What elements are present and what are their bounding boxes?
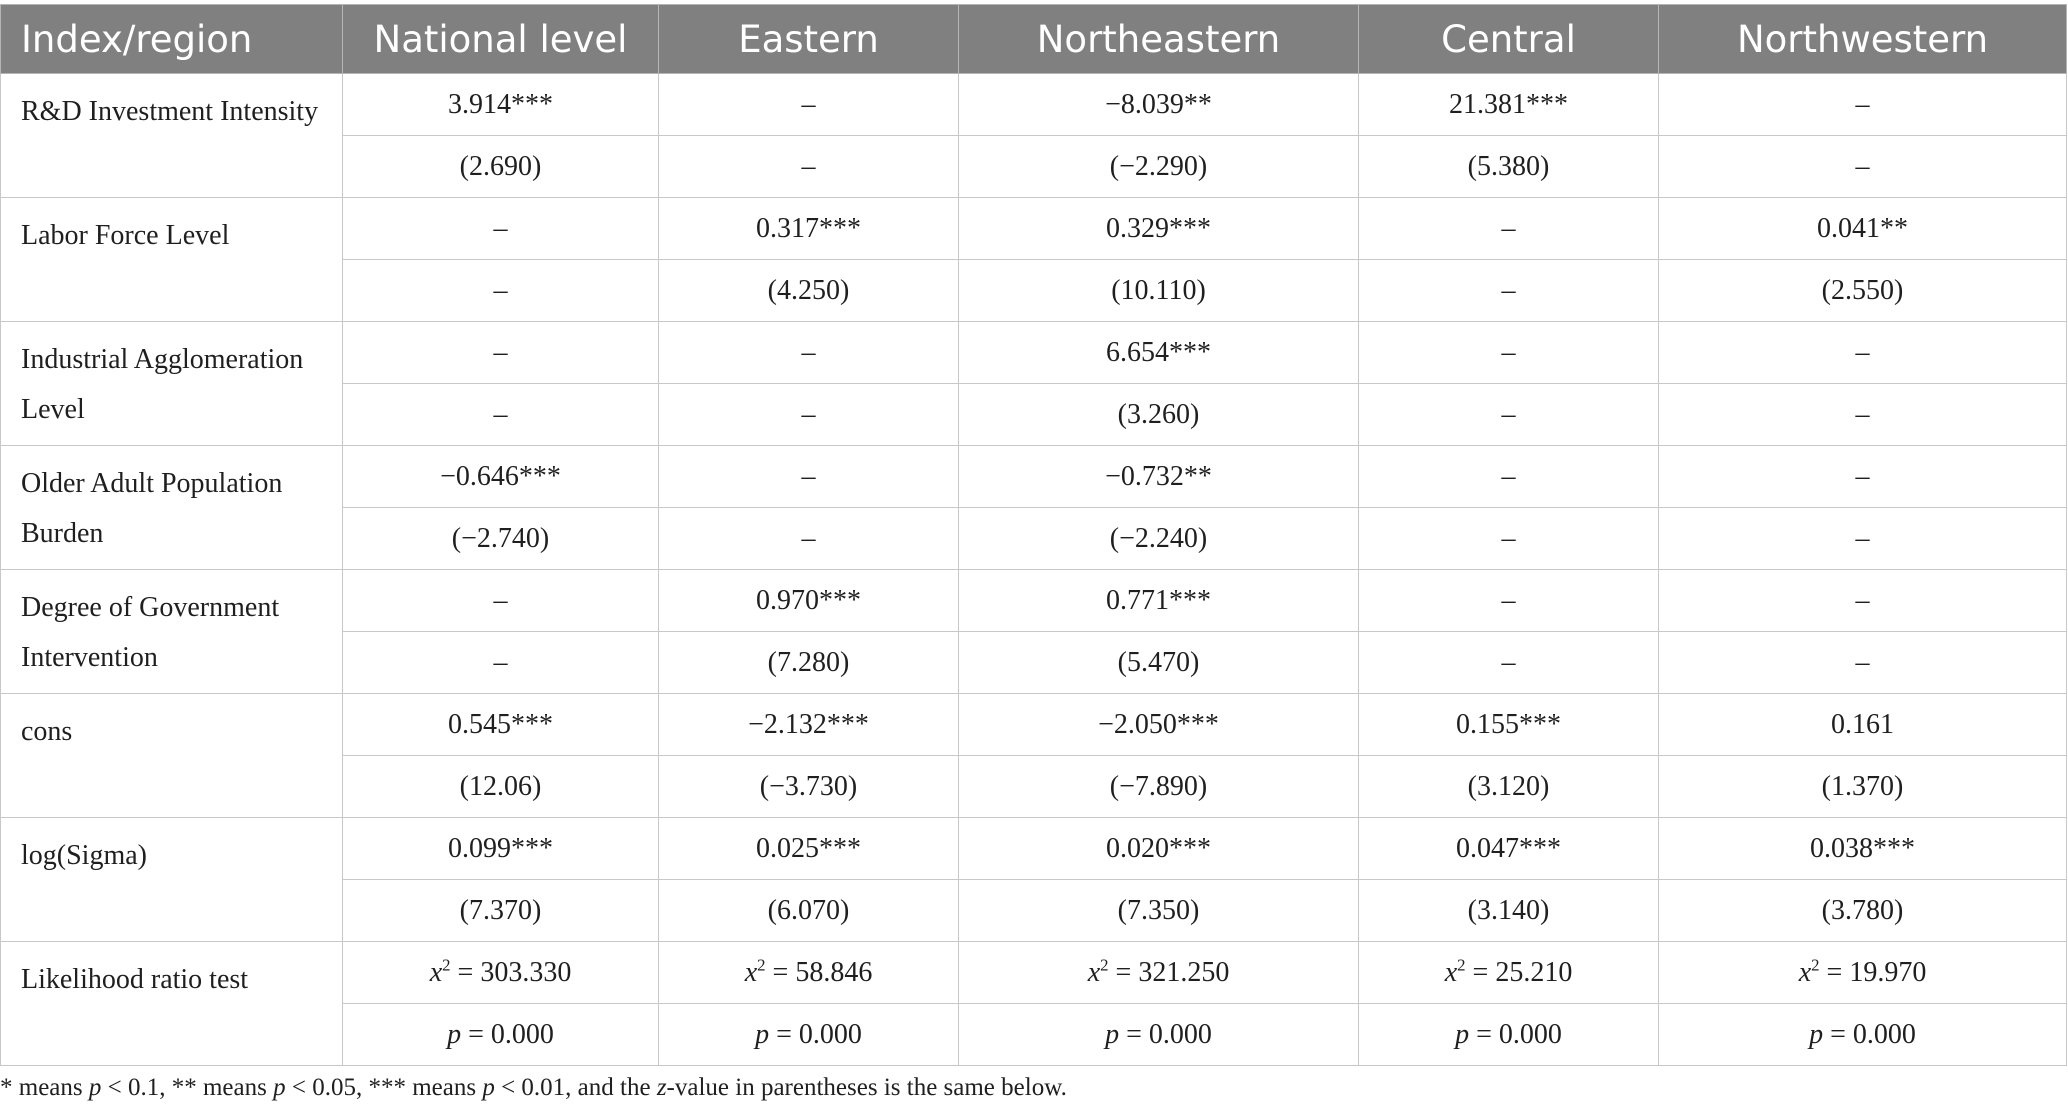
footnote-p-symbol: p: [273, 1074, 286, 1101]
row-label: Likelihood ratio test: [1, 942, 343, 1066]
coef-cell: –: [1359, 322, 1659, 384]
regression-results-table: [0, 4, 2067, 1066]
chi2-cell: [1659, 942, 2067, 1004]
chi2-value: 19.970: [1849, 956, 1927, 988]
coef-cell: –: [659, 322, 959, 384]
table-row-coef: [1, 74, 2067, 136]
header-index-region: Index/region: [1, 5, 343, 74]
row-label: Labor Force Level: [1, 198, 343, 322]
footnote-p-symbol: p: [482, 1074, 495, 1101]
chi2-value: 303.330: [480, 956, 572, 988]
coef-cell: 0.317***: [659, 198, 959, 260]
z-cell: –: [659, 384, 959, 446]
chi2-value: 321.250: [1138, 956, 1230, 988]
p-symbol: p: [1455, 1018, 1470, 1050]
coef-cell: −0.646***: [343, 446, 659, 508]
p-symbol: p: [755, 1018, 770, 1050]
header-northwestern: Northwestern: [1659, 5, 2067, 74]
equals-sign: =: [765, 956, 796, 988]
z-cell: (−2.740): [343, 508, 659, 570]
header-northeastern: Northeastern: [959, 5, 1359, 74]
coef-cell: 0.155***: [1359, 694, 1659, 756]
chi-superscript: 2: [1100, 955, 1109, 975]
footnote-text: -value in parentheses is the same below.: [666, 1074, 1067, 1101]
chi2-cell: [659, 942, 959, 1004]
z-cell: (−2.240): [959, 508, 1359, 570]
chi2-cell: [343, 942, 659, 1004]
table-row-coef: [1, 818, 2067, 880]
coef-cell: –: [1659, 446, 2067, 508]
coef-cell: –: [1359, 198, 1659, 260]
z-cell: –: [659, 136, 959, 198]
footnote-z-symbol: z: [656, 1074, 667, 1101]
chi2-cell: [1359, 942, 1659, 1004]
header-row: [1, 5, 2067, 74]
p-symbol: p: [447, 1018, 462, 1050]
z-cell: (−3.730): [659, 756, 959, 818]
table-row-coef: [1, 322, 2067, 384]
row-label: cons: [1, 694, 343, 818]
p-value: 0.000: [798, 1018, 862, 1050]
header-national-level: National level: [343, 5, 659, 74]
p-value: 0.000: [490, 1018, 554, 1050]
p-cell: [659, 1004, 959, 1066]
coef-cell: –: [343, 322, 659, 384]
p-symbol: p: [1809, 1018, 1824, 1050]
coef-cell: –: [659, 446, 959, 508]
equals-sign: =: [1119, 1018, 1149, 1050]
p-cell: [1659, 1004, 2067, 1066]
coef-cell: −8.039**: [959, 74, 1359, 136]
z-cell: (10.110): [959, 260, 1359, 322]
coef-cell: 0.038***: [1659, 818, 2067, 880]
z-cell: (3.140): [1359, 880, 1659, 942]
z-cell: (−7.890): [959, 756, 1359, 818]
z-cell: (7.280): [659, 632, 959, 694]
footnote-text: * means: [0, 1074, 89, 1101]
coef-cell: 0.020***: [959, 818, 1359, 880]
table-row-coef: [1, 198, 2067, 260]
table-header: [1, 5, 2067, 74]
footnote-text: < 0.05, *** means: [285, 1074, 483, 1101]
z-cell: –: [1359, 384, 1659, 446]
chi-superscript: 2: [757, 955, 766, 975]
coef-cell: 6.654***: [959, 322, 1359, 384]
z-cell: –: [343, 632, 659, 694]
row-label: log(Sigma): [1, 818, 343, 942]
coef-cell: 0.041**: [1659, 198, 2067, 260]
coef-cell: 0.161: [1659, 694, 2067, 756]
chi-symbol: x: [429, 956, 443, 988]
p-symbol: p: [1105, 1018, 1120, 1050]
p-value: 0.000: [1852, 1018, 1916, 1050]
coef-cell: –: [1659, 74, 2067, 136]
p-cell: [343, 1004, 659, 1066]
coef-cell: 0.047***: [1359, 818, 1659, 880]
z-cell: –: [1359, 260, 1659, 322]
equals-sign: =: [769, 1018, 799, 1050]
table-footnote: [0, 1074, 1067, 1102]
coef-cell: –: [659, 74, 959, 136]
chi-superscript: 2: [1457, 955, 1466, 975]
z-cell: –: [1659, 384, 2067, 446]
coef-cell: 0.099***: [343, 818, 659, 880]
coef-cell: 0.329***: [959, 198, 1359, 260]
footnote-text: < 0.1, ** means: [101, 1074, 274, 1101]
chi-superscript: 2: [442, 955, 451, 975]
equals-sign: =: [1108, 956, 1139, 988]
row-label: Degree of Government Intervention: [1, 570, 343, 694]
header-eastern: Eastern: [659, 5, 959, 74]
z-cell: (−2.290): [959, 136, 1359, 198]
z-cell: –: [1359, 508, 1659, 570]
row-label: Older Adult Population Burden: [1, 446, 343, 570]
z-cell: (7.350): [959, 880, 1359, 942]
z-cell: –: [1659, 508, 2067, 570]
coef-cell: 0.025***: [659, 818, 959, 880]
coef-cell: –: [1359, 446, 1659, 508]
coef-cell: –: [343, 570, 659, 632]
z-cell: (7.370): [343, 880, 659, 942]
header-central: Central: [1359, 5, 1659, 74]
equals-sign: =: [1469, 1018, 1499, 1050]
p-value: 0.000: [1498, 1018, 1562, 1050]
table-row-chi2: [1, 942, 2067, 1004]
coef-cell: –: [343, 198, 659, 260]
coef-cell: 0.970***: [659, 570, 959, 632]
z-cell: –: [343, 384, 659, 446]
p-value: 0.000: [1148, 1018, 1212, 1050]
z-cell: (4.250): [659, 260, 959, 322]
coef-cell: −2.132***: [659, 694, 959, 756]
z-cell: (12.06): [343, 756, 659, 818]
p-cell: [1359, 1004, 1659, 1066]
chi-symbol: x: [1444, 956, 1458, 988]
chi2-cell: [959, 942, 1359, 1004]
z-cell: –: [659, 508, 959, 570]
z-cell: (1.370): [1659, 756, 2067, 818]
z-cell: (3.260): [959, 384, 1359, 446]
coef-cell: –: [1659, 570, 2067, 632]
p-cell: [959, 1004, 1359, 1066]
z-cell: –: [343, 260, 659, 322]
chi-symbol: x: [1087, 956, 1101, 988]
coef-cell: –: [1659, 322, 2067, 384]
coef-cell: −2.050***: [959, 694, 1359, 756]
chi-symbol: x: [744, 956, 758, 988]
table-row-coef: [1, 446, 2067, 508]
chi2-value: 58.846: [795, 956, 873, 988]
chi2-value: 25.210: [1495, 956, 1573, 988]
table-row-coef: [1, 570, 2067, 632]
z-cell: –: [1659, 136, 2067, 198]
coef-cell: 0.545***: [343, 694, 659, 756]
coef-cell: 0.771***: [959, 570, 1359, 632]
z-cell: –: [1359, 632, 1659, 694]
row-label: Industrial Agglomeration Level: [1, 322, 343, 446]
coef-cell: −0.732**: [959, 446, 1359, 508]
chi-superscript: 2: [1811, 955, 1820, 975]
table-row-coef: [1, 694, 2067, 756]
z-cell: (2.690): [343, 136, 659, 198]
coef-cell: 3.914***: [343, 74, 659, 136]
z-cell: (6.070): [659, 880, 959, 942]
coef-cell: –: [1359, 570, 1659, 632]
chi-symbol: x: [1798, 956, 1812, 988]
table-body: [1, 74, 2067, 1066]
equals-sign: =: [1819, 956, 1850, 988]
equals-sign: =: [450, 956, 481, 988]
coef-cell: 21.381***: [1359, 74, 1659, 136]
z-cell: –: [1659, 632, 2067, 694]
equals-sign: =: [461, 1018, 491, 1050]
z-cell: (5.380): [1359, 136, 1659, 198]
z-cell: (2.550): [1659, 260, 2067, 322]
footnote-text: < 0.01, and the: [494, 1074, 657, 1101]
row-label: R&D Investment Intensity: [1, 74, 343, 198]
footnote-p-symbol: p: [88, 1074, 102, 1101]
equals-sign: =: [1465, 956, 1496, 988]
z-cell: (3.780): [1659, 880, 2067, 942]
equals-sign: =: [1823, 1018, 1853, 1050]
z-cell: (5.470): [959, 632, 1359, 694]
z-cell: (3.120): [1359, 756, 1659, 818]
